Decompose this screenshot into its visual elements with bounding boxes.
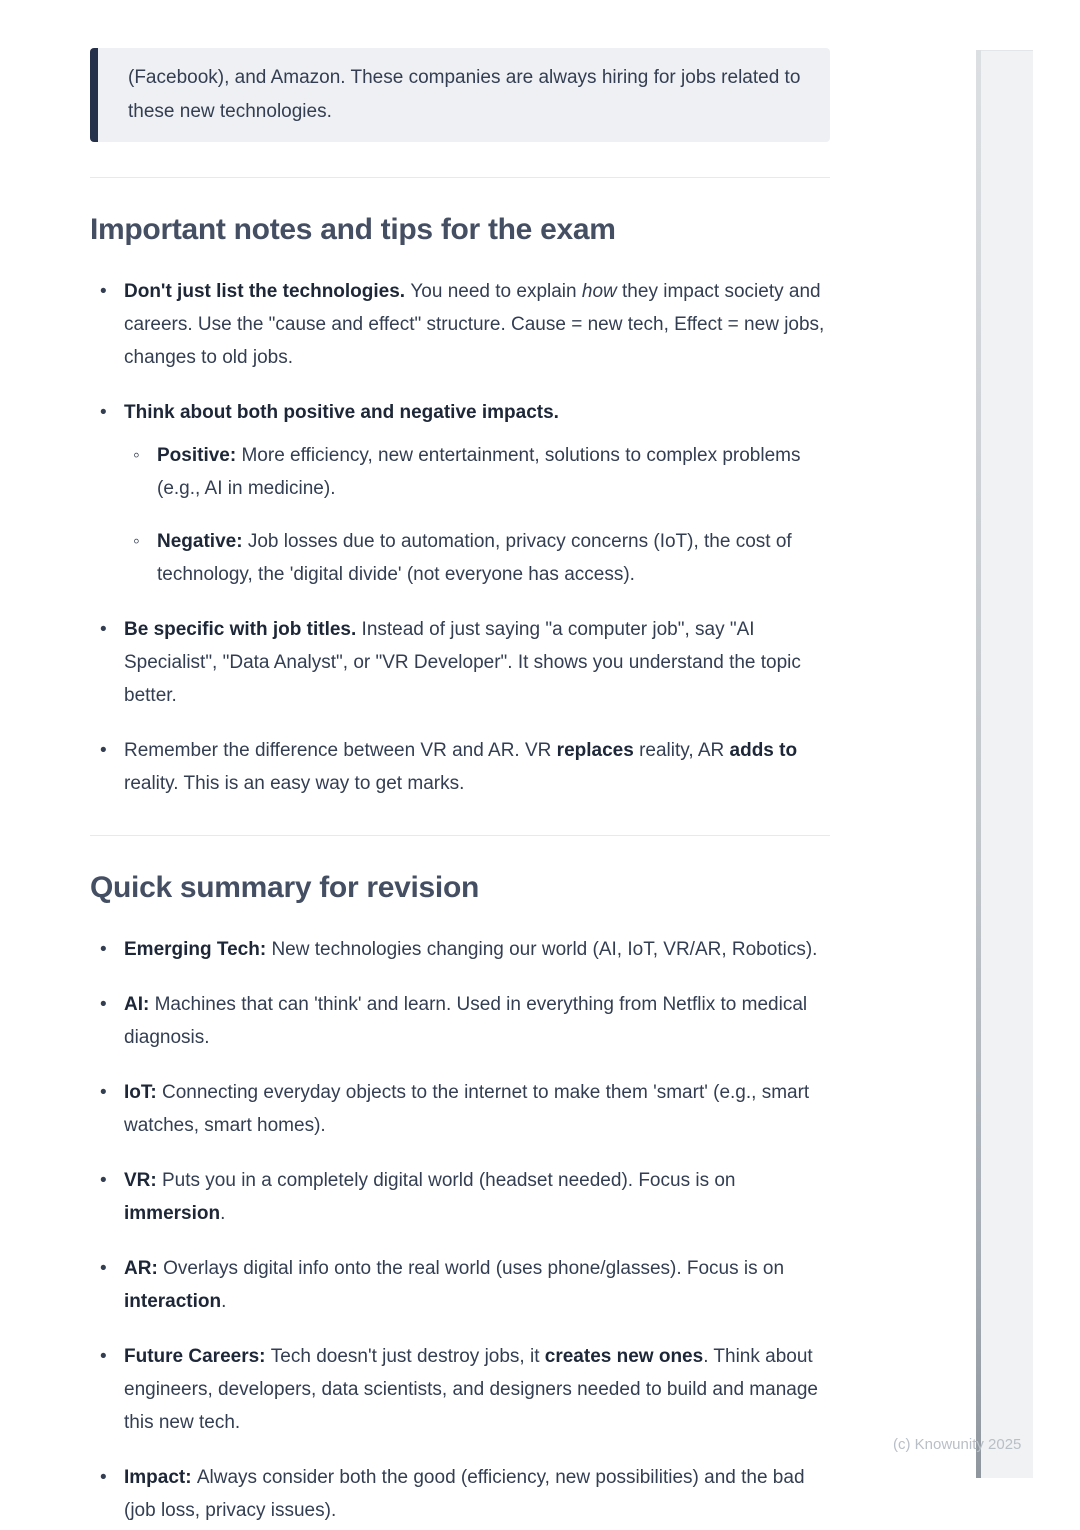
text-run: Machines that can 'think' and learn. Used in everything from Netflix to medical diagnosis. — [124, 994, 808, 1048]
text-run: replaces — [556, 740, 634, 761]
watermark: (c) Knowunity 2025 — [893, 1436, 1022, 1453]
exam-tips-list — [90, 275, 830, 800]
scrollbar-track[interactable] — [976, 50, 981, 1478]
text-run: New technologies changing our world (AI, IoT, VR/AR, Robotics). — [271, 939, 818, 960]
list-item — [90, 1076, 830, 1142]
text-run: You need to explain — [410, 281, 582, 302]
quick-summary-list — [90, 933, 830, 1527]
text-run: . Think about engineers, developers, data scientists, and designers needed to build and manage this new tech. — [124, 1346, 818, 1433]
list-item — [90, 1461, 830, 1527]
section-divider — [90, 835, 830, 836]
section-heading-exam-tips: Important notes and tips for the exam — [90, 213, 616, 246]
list-item — [90, 1252, 830, 1318]
list-item — [90, 734, 830, 800]
text-run: reality, AR — [633, 740, 730, 761]
sub-list-item — [124, 439, 830, 505]
section-heading-quick-summary: Quick summary for revision — [90, 871, 480, 904]
text-run: Job losses due to automation, privacy concerns (IoT), the cost of technology, the 'digital divide' (not everyone has access). — [157, 531, 792, 585]
text-run: Impact: — [124, 1467, 197, 1488]
text-run: More efficiency, new entertainment, solutions to complex problems (e.g., AI in medicine). — [157, 445, 801, 499]
text-run: Negative: — [157, 531, 248, 552]
text-run: Don't just list the technologies. — [124, 281, 411, 302]
notes-page-content — [90, 48, 830, 1530]
list-item — [90, 396, 830, 591]
text-run: reality. This is an easy way to get marks. — [124, 773, 465, 794]
text-run: . — [221, 1291, 227, 1312]
text-run: Remember the difference between VR and AR. VR — [124, 740, 557, 761]
list-item — [90, 1340, 830, 1439]
text-run: IoT: — [124, 1082, 162, 1103]
text-run: they impact society and careers. Use the "cause and effect" structure. Cause = new tech, Effect = new jobs, changes to old jobs. — [124, 281, 825, 368]
text-run: Overlays digital info onto the real world (uses phone/glasses). Focus is on — [163, 1258, 785, 1279]
text-run: Connecting everyday objects to the internet to make them 'smart' (e.g., smart watches, smart homes). — [124, 1082, 810, 1136]
list-item — [90, 988, 830, 1054]
text-run: AI: — [124, 994, 155, 1015]
page-edge-strip — [981, 50, 1033, 1478]
text-run: creates new ones — [544, 1346, 704, 1367]
quote-text: (Facebook), and Amazon. These companies are always hiring for jobs related to these new technologies. — [128, 67, 801, 122]
text-run: Tech doesn't just destroy jobs, it — [270, 1346, 545, 1367]
list-item — [90, 933, 830, 966]
sub-list-item — [124, 525, 830, 591]
text-run: Think about both positive and negative impacts. — [124, 402, 559, 423]
text-run: adds to — [729, 740, 798, 761]
text-run: Future Careers: — [124, 1346, 271, 1367]
text-run: Instead of just saying "a computer job", say "AI Specialist", "Data Analyst", or "VR Developer". It shows you understand the topic better. — [124, 619, 801, 706]
quote-block — [90, 48, 830, 142]
sub-list — [124, 439, 830, 591]
list-item — [90, 613, 830, 712]
section-divider — [90, 177, 830, 178]
text-run: VR: — [124, 1170, 162, 1191]
list-item — [90, 275, 830, 374]
list-item — [90, 1164, 830, 1230]
text-run: interaction — [124, 1291, 222, 1312]
text-run: Puts you in a completely digital world (headset needed). Focus is on — [162, 1170, 736, 1191]
text-run: immersion — [124, 1203, 221, 1224]
text-run: Always consider both the good (efficiency, new possibilities) and the bad (job loss, privacy issues). — [124, 1467, 805, 1521]
text-run: Emerging Tech: — [124, 939, 272, 960]
text-run: AR: — [124, 1258, 164, 1279]
text-run: . — [220, 1203, 226, 1224]
text-run: Positive: — [157, 445, 242, 466]
text-run: Be specific with job titles. — [124, 619, 362, 640]
text-run: how — [581, 281, 617, 302]
